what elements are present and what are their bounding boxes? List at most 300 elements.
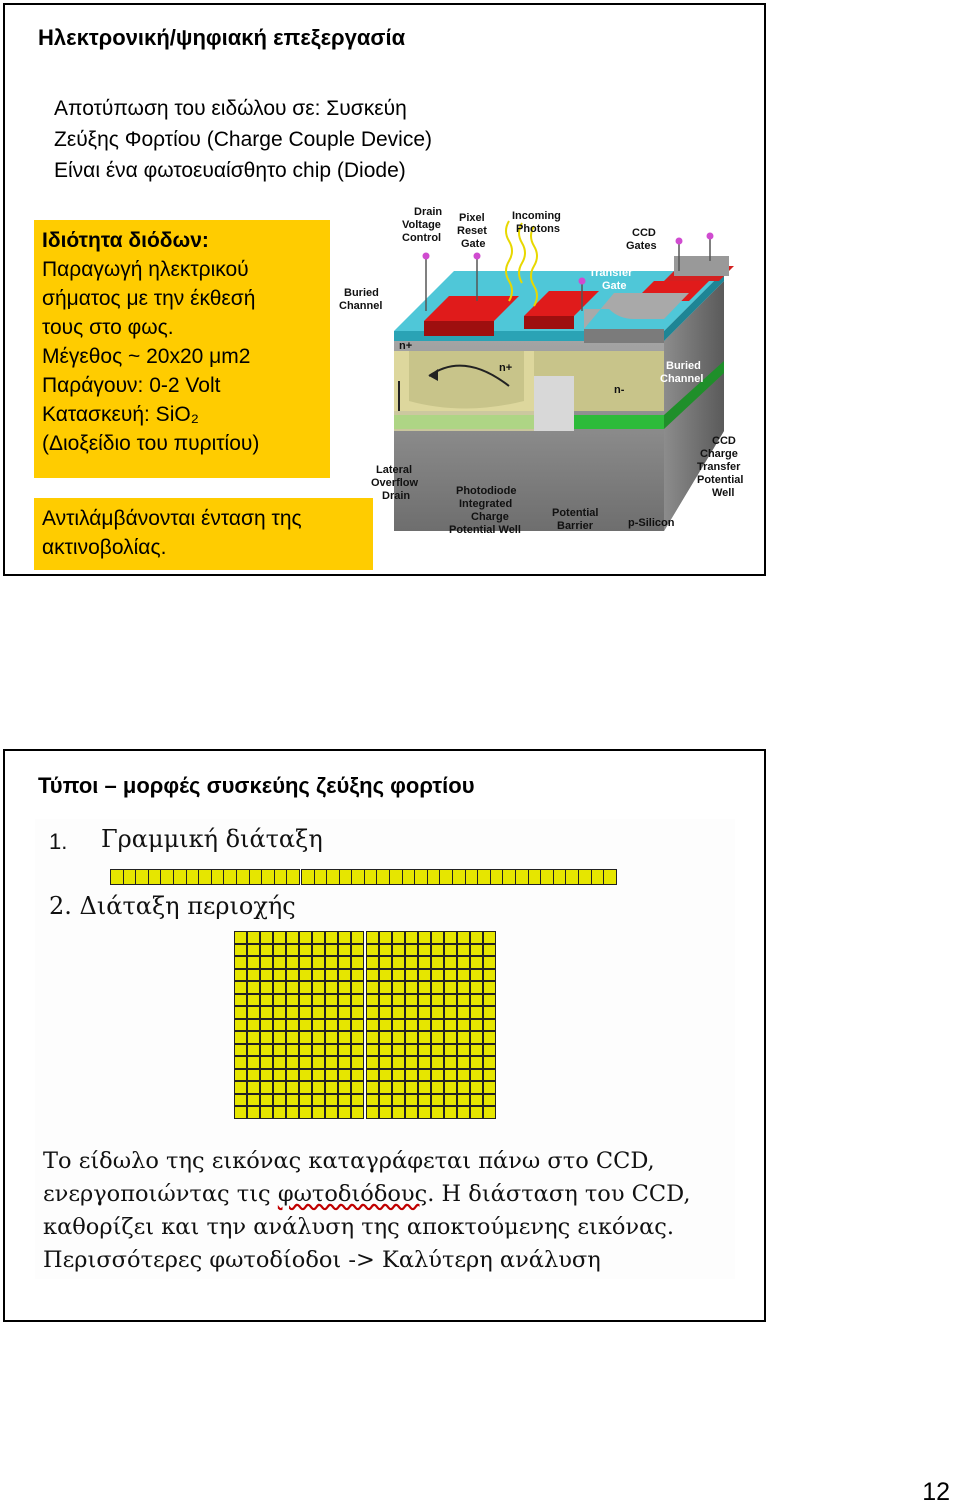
area-cell	[445, 1045, 456, 1056]
area-cell	[352, 1045, 363, 1056]
property-line: σήματος με την έκθεσή	[42, 287, 256, 310]
area-cell	[300, 1095, 311, 1106]
area-cell	[432, 1107, 443, 1118]
area-cell	[393, 970, 404, 981]
area-cell	[339, 957, 350, 968]
linear-cell	[302, 870, 314, 884]
area-cell	[484, 995, 495, 1006]
area-cell	[287, 970, 298, 981]
area-cell	[458, 1045, 469, 1056]
area-cell	[287, 1045, 298, 1056]
property-line: (Διοξείδιο του πυριτίου)	[42, 432, 260, 455]
ccd-types-figure	[35, 819, 735, 1279]
area-cell	[432, 982, 443, 993]
area-cell	[352, 1032, 363, 1043]
label-n-plus-1: n+	[399, 340, 413, 352]
area-cell	[419, 932, 430, 943]
slide-1-title: Ηλεκτρονική/ψηφιακή επεξεργασία	[38, 25, 406, 50]
area-cell	[274, 932, 285, 943]
area-cell	[484, 982, 495, 993]
area-cell	[300, 1020, 311, 1031]
intro-text	[54, 93, 432, 186]
potential-barrier	[534, 376, 574, 431]
item-1-number: 1.	[49, 829, 68, 854]
area-cell	[471, 932, 482, 943]
area-cell	[471, 1107, 482, 1118]
area-cell	[287, 995, 298, 1006]
area-cell	[471, 1082, 482, 1093]
label-pixel: Pixel	[459, 212, 485, 224]
area-cell	[274, 1057, 285, 1068]
area-cell	[367, 982, 378, 993]
label-ccd: CCD	[632, 227, 656, 239]
area-cell	[313, 1070, 324, 1081]
label-photons: Photons	[516, 223, 560, 235]
area-cell	[287, 1057, 298, 1068]
area-cell	[484, 1007, 495, 1018]
area-cell	[380, 1007, 391, 1018]
area-cell	[352, 1082, 363, 1093]
area-cell	[367, 970, 378, 981]
area-cell	[380, 1045, 391, 1056]
area-cell	[458, 1020, 469, 1031]
linear-cell	[592, 870, 604, 884]
slide-1	[3, 3, 766, 576]
linear-cell	[212, 870, 224, 884]
linear-cell	[403, 870, 415, 884]
area-cell	[235, 982, 246, 993]
area-cell	[326, 957, 337, 968]
linear-cell	[287, 870, 299, 884]
area-cell	[287, 1007, 298, 1018]
label-gate: Gate	[461, 238, 486, 250]
area-cell	[380, 1095, 391, 1106]
linear-cell	[352, 870, 364, 884]
area-cell	[326, 1032, 337, 1043]
linear-cell	[377, 870, 389, 884]
linear-cell	[516, 870, 528, 884]
linear-cell	[275, 870, 287, 884]
area-cell	[261, 1032, 272, 1043]
area-cell	[352, 1057, 363, 1068]
linear-cell	[529, 870, 541, 884]
sensing-line: ακτινοβολίας.	[42, 536, 167, 559]
linear-cell	[604, 870, 616, 884]
area-cell	[432, 1057, 443, 1068]
label-channel-right: Channel	[660, 373, 704, 385]
area-cell	[326, 945, 337, 956]
area-cell	[261, 1057, 272, 1068]
area-cell	[261, 932, 272, 943]
area-cell	[406, 957, 417, 968]
area-cell	[287, 1032, 298, 1043]
area-cell	[432, 1095, 443, 1106]
area-cell	[352, 932, 363, 943]
area-cell	[393, 1082, 404, 1093]
area-cell	[445, 945, 456, 956]
area-cell	[445, 970, 456, 981]
area-cell	[248, 970, 259, 981]
area-cell	[406, 982, 417, 993]
area-cell	[235, 945, 246, 956]
area-cell	[313, 982, 324, 993]
linear-cell	[478, 870, 490, 884]
area-cell	[432, 995, 443, 1006]
area-cell	[367, 1045, 378, 1056]
area-cell	[287, 1020, 298, 1031]
area-cell	[367, 1020, 378, 1031]
area-cell	[445, 957, 456, 968]
area-cell	[326, 982, 337, 993]
area-cell	[471, 1032, 482, 1043]
area-cell	[432, 1007, 443, 1018]
area-cell	[445, 1007, 456, 1018]
area-cell	[339, 932, 350, 943]
area-cell	[339, 1095, 350, 1106]
area-cell	[471, 982, 482, 993]
label-transfer: Transfer	[589, 267, 633, 279]
area-cell	[432, 932, 443, 943]
area-cell	[287, 982, 298, 993]
area-cell	[393, 1070, 404, 1081]
area-cell	[261, 957, 272, 968]
linear-cell	[365, 870, 377, 884]
area-cell	[419, 1070, 430, 1081]
area-cell	[339, 1057, 350, 1068]
label-ccd-charge-4: Potential	[697, 474, 744, 486]
label-potential-well: Potential Well	[449, 524, 521, 536]
area-cell	[393, 982, 404, 993]
area-cell	[300, 1082, 311, 1093]
area-cell	[445, 932, 456, 943]
area-cell	[471, 1057, 482, 1068]
area-cell	[235, 1045, 246, 1056]
area-cell	[406, 945, 417, 956]
area-cell	[484, 932, 495, 943]
property-line: Παράγουν: 0-2 Volt	[42, 374, 221, 397]
area-cell	[287, 1095, 298, 1106]
area-cell	[235, 1070, 246, 1081]
area-cell	[352, 995, 363, 1006]
area-cell	[261, 970, 272, 981]
area-cell	[235, 995, 246, 1006]
area-cell	[235, 1107, 246, 1118]
area-cell	[471, 1070, 482, 1081]
area-cell	[287, 945, 298, 956]
area-cell	[380, 957, 391, 968]
area-cell	[339, 945, 350, 956]
property-line: τους στο φως.	[42, 316, 174, 339]
area-cell	[380, 970, 391, 981]
area-cell	[406, 1020, 417, 1031]
area-cell	[367, 1082, 378, 1093]
area-cell	[471, 970, 482, 981]
area-cell	[367, 1095, 378, 1106]
area-cell	[380, 982, 391, 993]
linear-cell	[491, 870, 503, 884]
area-cell	[326, 1007, 337, 1018]
linear-cell	[161, 870, 173, 884]
area-cell	[419, 1107, 430, 1118]
linear-cell	[199, 870, 211, 884]
area-cell	[380, 1070, 391, 1081]
label-channel-left: Channel	[339, 300, 383, 312]
area-cell	[393, 1045, 404, 1056]
area-cell	[300, 1007, 311, 1018]
property-line: Κατασκευή: SiO₂	[42, 403, 199, 426]
area-cell	[339, 1045, 350, 1056]
area-cell	[458, 982, 469, 993]
linear-cell	[453, 870, 465, 884]
item-2-label: 2. Διάταξη περιοχής	[49, 892, 296, 920]
area-cell	[432, 1032, 443, 1043]
linear-cell	[415, 870, 427, 884]
area-cell	[248, 1057, 259, 1068]
area-cell	[352, 970, 363, 981]
label-control: Control	[402, 232, 442, 244]
slide-2-title: Τύποι – μορφές συσκεύης ζεύξης φορτίου	[38, 773, 475, 798]
area-cell	[367, 932, 378, 943]
linear-cell	[149, 870, 161, 884]
area-cell	[313, 995, 324, 1006]
linear-cell	[136, 870, 148, 884]
area-cell	[313, 1045, 324, 1056]
area-cell	[445, 1020, 456, 1031]
area-cell	[287, 1107, 298, 1118]
area-cell	[445, 1057, 456, 1068]
area-cell	[313, 1095, 324, 1106]
area-cell	[445, 982, 456, 993]
area-cell	[380, 932, 391, 943]
area-cell	[235, 970, 246, 981]
area-cell	[235, 1095, 246, 1106]
linear-cell	[340, 870, 352, 884]
area-cell	[367, 1057, 378, 1068]
area-cell	[313, 1057, 324, 1068]
area-cell	[300, 995, 311, 1006]
area-cell	[235, 1032, 246, 1043]
area-cell	[248, 1032, 259, 1043]
area-cell	[406, 1095, 417, 1106]
label-p-silicon: p-Silicon	[628, 517, 675, 529]
area-cell	[458, 995, 469, 1006]
area-cell	[484, 1095, 495, 1106]
area-cell	[406, 995, 417, 1006]
area-cell	[393, 1020, 404, 1031]
area-cell	[406, 1082, 417, 1093]
area-cell	[274, 945, 285, 956]
ccd-description	[43, 1145, 690, 1277]
area-cell	[261, 1007, 272, 1018]
area-cell	[300, 932, 311, 943]
area-cell	[274, 1020, 285, 1031]
area-cell	[300, 1045, 311, 1056]
area-cell	[471, 1045, 482, 1056]
area-cell	[393, 1095, 404, 1106]
label-n-plus-2: n+	[499, 362, 513, 374]
sensing-line: Αντιλάμβάνονται ένταση της	[42, 507, 302, 530]
area-cell	[484, 1032, 495, 1043]
linear-cell	[174, 870, 186, 884]
label-potential: Potential	[552, 507, 599, 519]
area-cell	[471, 1020, 482, 1031]
area-cell	[248, 1095, 259, 1106]
area-cell	[300, 1032, 311, 1043]
label-voltage: Voltage	[402, 219, 441, 231]
label-ccd-charge-1: CCD	[712, 435, 736, 447]
linear-cell	[327, 870, 339, 884]
area-cell	[458, 1007, 469, 1018]
area-cell	[458, 932, 469, 943]
area-cell	[274, 970, 285, 981]
label-charge: Charge	[471, 511, 509, 523]
area-cell	[313, 1107, 324, 1118]
area-cell	[274, 957, 285, 968]
area-cell	[445, 1095, 456, 1106]
area-cell	[313, 970, 324, 981]
description-line: ενεργοποιώντας τις φωτοδιόδους. Η διάσταση του CCD,	[43, 1181, 691, 1207]
area-cell	[367, 1007, 378, 1018]
area-cell	[445, 1107, 456, 1118]
area-cell	[248, 1082, 259, 1093]
area-cell	[406, 1070, 417, 1081]
area-cell	[458, 1070, 469, 1081]
area-cell	[458, 957, 469, 968]
area-cell	[484, 945, 495, 956]
area-cell	[445, 1032, 456, 1043]
area-cell	[274, 1032, 285, 1043]
area-cell	[367, 1032, 378, 1043]
area-cell	[458, 1107, 469, 1118]
area-cell	[484, 1107, 495, 1118]
label-drain: Drain	[414, 206, 443, 218]
area-cell	[313, 1032, 324, 1043]
linear-cell	[315, 870, 327, 884]
label-lateral: Lateral	[376, 464, 413, 476]
area-cell	[261, 1020, 272, 1031]
area-array	[235, 932, 495, 1120]
area-cell	[326, 1070, 337, 1081]
area-cell	[352, 1070, 363, 1081]
ccd-cross-section-diagram	[334, 201, 759, 546]
intro-line: Αποτύπωση του ειδώλου σε: Συσκεύη	[54, 97, 407, 120]
area-cell	[458, 1082, 469, 1093]
area-cell	[406, 932, 417, 943]
area-cell	[261, 1095, 272, 1106]
area-cell	[235, 1057, 246, 1068]
description-line: καθορίζει και την ανάλυση της αποκτούμενης εικόνας.	[43, 1214, 675, 1240]
linear-cell	[390, 870, 402, 884]
area-cell	[432, 1045, 443, 1056]
area-cell	[367, 995, 378, 1006]
area-cell	[471, 1007, 482, 1018]
linear-cell	[224, 870, 236, 884]
area-cell	[393, 1057, 404, 1068]
area-cell	[406, 1045, 417, 1056]
linear-array	[111, 870, 616, 884]
properties-heading: Ιδιότητα διόδων:	[42, 229, 209, 252]
item-1-label: Γραμμική διάταξη	[101, 825, 323, 853]
label-photodiode: Photodiode	[456, 485, 517, 497]
area-cell	[406, 1007, 417, 1018]
area-cell	[419, 1020, 430, 1031]
area-cell	[300, 1057, 311, 1068]
area-cell	[432, 970, 443, 981]
area-cell	[352, 945, 363, 956]
area-cell	[313, 945, 324, 956]
label-ccd-charge-5: Well	[712, 487, 735, 499]
area-cell	[300, 970, 311, 981]
area-cell	[261, 1045, 272, 1056]
area-cell	[339, 1070, 350, 1081]
area-cell	[380, 1107, 391, 1118]
area-cell	[248, 957, 259, 968]
label-ccd-charge-3: Transfer	[697, 461, 741, 473]
intro-line: Είναι ένα φωτοευαίσθητο chip (Diode)	[54, 159, 406, 182]
area-cell	[287, 1070, 298, 1081]
linear-cell	[440, 870, 452, 884]
area-cell	[393, 945, 404, 956]
area-cell	[261, 1107, 272, 1118]
linear-cell	[262, 870, 274, 884]
area-cell	[339, 982, 350, 993]
area-cell	[419, 1007, 430, 1018]
label-transfer-gate: Gate	[602, 280, 627, 292]
intro-line: Ζεύξης Φορτίου (Charge Couple Device)	[54, 128, 433, 151]
diode-properties-box	[34, 220, 330, 478]
area-cell	[326, 995, 337, 1006]
area-cell	[274, 1095, 285, 1106]
label-barrier: Barrier	[557, 520, 594, 532]
label-n-minus: n-	[614, 384, 625, 396]
label-gates: Gates	[626, 240, 657, 252]
area-cell	[445, 1082, 456, 1093]
area-cell	[432, 1082, 443, 1093]
area-cell	[261, 945, 272, 956]
area-cell	[235, 932, 246, 943]
linear-cell	[503, 870, 515, 884]
area-cell	[248, 1107, 259, 1118]
area-cell	[445, 995, 456, 1006]
label-reset: Reset	[457, 225, 487, 237]
area-cell	[471, 995, 482, 1006]
area-cell	[432, 945, 443, 956]
label-incoming: Incoming	[512, 210, 561, 222]
area-cell	[380, 995, 391, 1006]
area-cell	[419, 1045, 430, 1056]
area-cell	[380, 1032, 391, 1043]
area-cell	[471, 1095, 482, 1106]
area-cell	[326, 1045, 337, 1056]
area-cell	[261, 1070, 272, 1081]
linear-cell	[111, 870, 123, 884]
area-cell	[471, 957, 482, 968]
area-cell	[339, 1032, 350, 1043]
area-cell	[274, 1107, 285, 1118]
label-lateral-drain: Drain	[382, 490, 411, 502]
area-cell	[419, 945, 430, 956]
area-cell	[300, 957, 311, 968]
page-number: 12	[922, 1478, 950, 1506]
label-buried-right: Buried	[666, 360, 701, 372]
area-cell	[274, 982, 285, 993]
linear-cell	[250, 870, 262, 884]
area-cell	[339, 1020, 350, 1031]
area-cell	[484, 1070, 495, 1081]
area-cell	[235, 1007, 246, 1018]
area-cell	[248, 982, 259, 993]
area-cell	[352, 1107, 363, 1118]
